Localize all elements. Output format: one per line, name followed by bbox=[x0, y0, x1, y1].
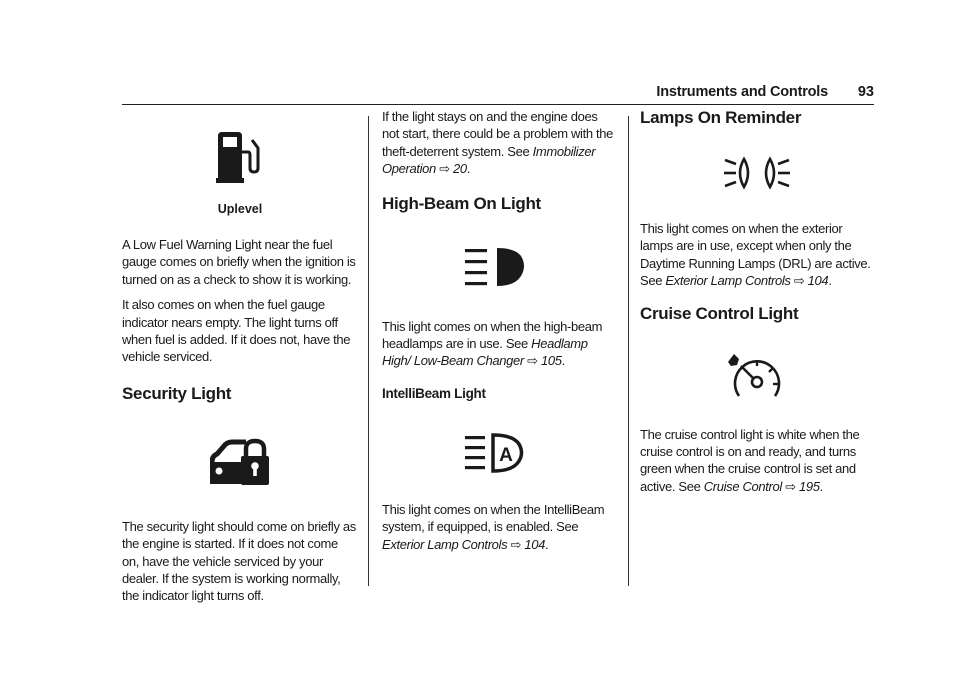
page-ref[interactable]: 105 bbox=[540, 353, 562, 369]
exterior-lamp-link[interactable]: Exterior Lamp Controls bbox=[665, 273, 791, 289]
theft-deterrent-paragraph: If the light stays on and the engine does not start, there could be a problem with the theft-deterrent system. See Immobilizer Operation ⇨ 20. bbox=[382, 109, 614, 177]
page-ref-arrow: ⇨ bbox=[785, 478, 796, 494]
page-ref[interactable]: 195 bbox=[799, 478, 820, 494]
page-ref-arrow: ⇨ bbox=[793, 273, 805, 289]
column-2 bbox=[382, 108, 616, 561]
exterior-lamp-link[interactable]: Exterior Lamp Controls bbox=[382, 536, 508, 552]
intellibeam-letter: A bbox=[499, 444, 513, 466]
security-light-heading: Security Light bbox=[122, 383, 232, 403]
column-3 bbox=[640, 108, 874, 503]
page-ref-arrow: ⇨ bbox=[510, 536, 522, 552]
column-divider bbox=[368, 116, 369, 586]
low-fuel-paragraph: A Low Fuel Warning Light near the fuel gauge comes on briefly when the ignition is turned on as a check to show it is working. bbox=[122, 237, 356, 287]
page-ref-arrow: ⇨ bbox=[527, 353, 538, 369]
intellibeam-heading: IntelliBeam Light bbox=[382, 385, 486, 401]
intellibeam-paragraph: This light comes on when the IntelliBeam system, if equipped, is enabled. See Exterior Lamp Controls ⇨ 104. bbox=[382, 501, 605, 552]
cruise-control-link[interactable]: Cruise Control bbox=[703, 478, 782, 494]
icon-caption: Uplevel bbox=[217, 202, 263, 216]
section-title: Instruments and Controls bbox=[656, 84, 828, 100]
cruise-control-icon bbox=[640, 352, 874, 400]
lamps-on-paragraph: This light comes on when the exterior lamps are in use, except when only the Daytime Running Lamps (DRL) are active. See Exterior Lamp Controls ⇨ 104. bbox=[640, 221, 871, 289]
fuel-pump-icon bbox=[122, 130, 358, 184]
intellibeam-icon bbox=[382, 433, 616, 477]
high-beam-icon bbox=[382, 246, 616, 290]
immobilizer-link[interactable]: Immobilizer Operation bbox=[382, 143, 596, 177]
column-1 bbox=[122, 108, 358, 613]
page-number: 93 bbox=[857, 84, 874, 100]
security-light-paragraph: The security light should come on briefly as the engine is started. If it does not come on, have the vehicle serviced by your dealer. If the system is working normally, the indicator light turns off. bbox=[122, 518, 356, 604]
page-ref-arrow: ⇨ bbox=[439, 161, 450, 177]
security-car-lock-icon bbox=[122, 438, 358, 490]
page-ref[interactable]: 104 bbox=[807, 273, 829, 289]
page-header bbox=[122, 84, 874, 105]
cruise-control-heading: Cruise Control Light bbox=[640, 303, 799, 323]
high-beam-paragraph: This light comes on when the high-beam headlamps are in use. See Headlamp High/ Low-Beam Changer ⇨ 105. bbox=[382, 318, 603, 369]
high-beam-heading: High-Beam On Light bbox=[382, 193, 541, 213]
cruise-control-paragraph: The cruise control light is white when the cruise control is on and ready, and turns green when the cruise control is set and active. See Cruise Control ⇨ 195. bbox=[640, 426, 860, 494]
headlamp-changer-link[interactable]: Headlamp High/ Low-Beam Changer bbox=[382, 336, 588, 369]
low-fuel-paragraph-2: It also comes on when the fuel gauge indicator nears empty. The light turns off when fuel is added. If it does not, have the vehicle serviced. bbox=[122, 297, 351, 365]
exterior-lamps-icon bbox=[640, 154, 874, 196]
lamps-on-reminder-heading: Lamps On Reminder bbox=[640, 108, 802, 127]
page-ref[interactable]: 104 bbox=[524, 536, 545, 552]
column-divider bbox=[628, 116, 629, 586]
page-ref[interactable]: 20 bbox=[453, 161, 467, 177]
